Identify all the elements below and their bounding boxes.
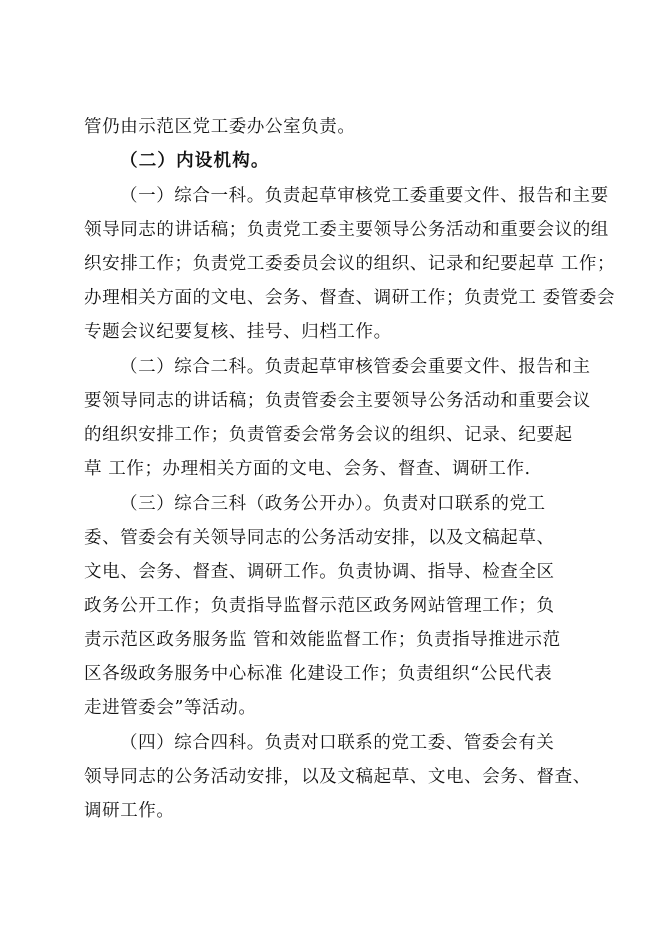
- text-line-6: 办理相关方面的文电、会务、督查、调研工作；负责党工 委管委会: [84, 288, 616, 308]
- text-line-12: （三）综合三科（政务公开办）。负责对口联系的党工: [120, 494, 546, 514]
- text-line-20: 领导同志的公务活动安排，以及文稿起草、文电、会务、督查、: [84, 767, 591, 787]
- text-line-18: 走进管委会”等活动。: [84, 698, 257, 718]
- text-line-1: 管仍由示范区党工委办公室负责。: [84, 117, 356, 137]
- text-line-15: 政务公开工作；负责指导监督示范区政务网站管理工作；负: [84, 596, 555, 616]
- text-line-7: 专题会议纪要复核、挂号、归档工作。: [84, 322, 392, 342]
- text-line-3: （一）综合一科。负责起草审核党工委重要文件、报告和主要: [120, 186, 609, 206]
- text-line-19: （四）综合四科。负责对口联系的党工委、管委会有关: [120, 733, 555, 753]
- text-line-4: 领导同志的讲话稿；负责党工委主要领导公务活动和重要会议的组: [84, 220, 609, 240]
- text-line-10: 的组织安排工作；负责管委会常务会议的组织、记录、纪要起: [84, 425, 573, 445]
- section-heading: （二）内设机构。: [120, 151, 270, 171]
- text-line-21: 调研工作。: [84, 801, 175, 821]
- text-line-5: 织安排工作；负责党工委委员会议的组织、记录和纪要起草 工作；: [84, 254, 616, 274]
- text-line-11: 草 工作；办理相关方面的文电、会务、督查、调研工作.: [84, 459, 531, 479]
- text-line-16: 责示范区政务服务监 管和效能监督工作；负责指导推进示范: [84, 630, 561, 650]
- text-line-8: （二）综合二科。负责起草审核管委会重要文件、报告和主: [120, 357, 591, 377]
- text-line-14: 文电、会务、督查、调研工作。负责协调、指导、检查全区: [84, 562, 555, 582]
- text-line-9: 要领导同志的讲话稿；负责管委会主要领导公务活动和重要会议: [84, 391, 591, 411]
- text-line-13: 委、管委会有关领导同志的公务活动安排，以及文稿起草、: [84, 528, 555, 548]
- text-line-17: 区各级政务服务中心标准 化建设工作；负责组织“公民代表: [84, 664, 553, 684]
